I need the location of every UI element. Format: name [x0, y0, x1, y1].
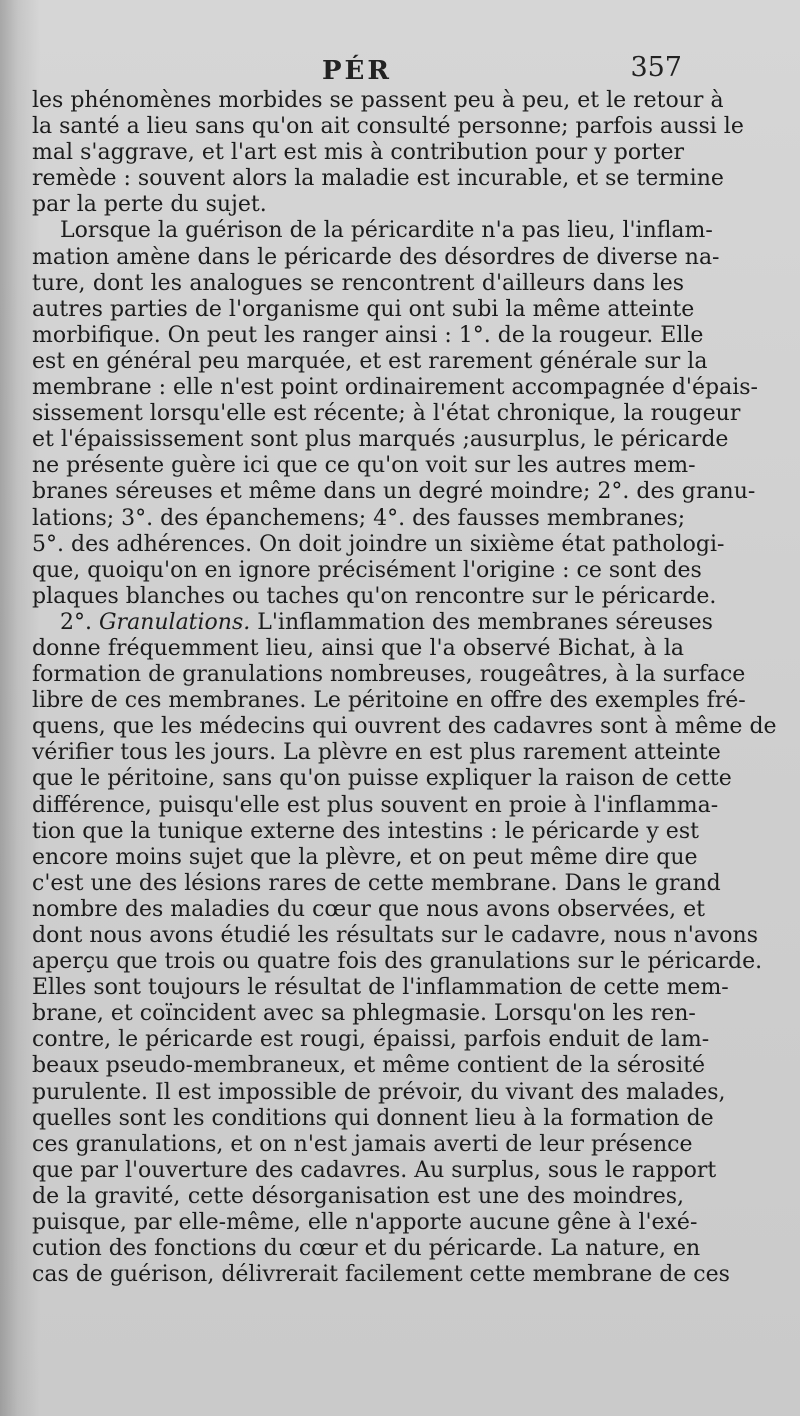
text-line: mal s'aggrave, et l'art est mis à contribution pour y porter	[32, 140, 684, 166]
text-line: donne fréquemment lieu, ainsi que l'a observé Bichat, à la	[32, 635, 684, 661]
paragraph	[32, 609, 777, 1288]
text-line: les phénomènes morbides se passent peu à peu, et le retour à	[32, 88, 724, 113]
text-line: et l'épaississement sont plus marqués ;ausurplus, le péricarde	[32, 427, 729, 453]
line-text: L'inflammation des membranes séreuses	[250, 609, 713, 635]
text-line: lations; 3°. des épanchemens; 4°. des fausses membranes;	[32, 505, 686, 531]
text-line: puisque, par elle-même, elle n'apporte aucune gêne à l'exé-	[32, 1210, 698, 1236]
text-line: contre, le péricarde est rougi, épaissi, parfois enduit de lam-	[32, 1027, 710, 1053]
text-line: libre de ces membranes. Le péritoine en offre des exemples fré-	[32, 688, 746, 714]
text-line: la santé a lieu sans qu'on ait consulté personne; parfois aussi le	[32, 114, 744, 140]
text-line: Lorsque la guérison de la péricardite n'a pas lieu, l'inflam-	[60, 218, 713, 244]
text-line: ne présente guère ici que ce qu'on voit sur les autres mem-	[32, 453, 696, 479]
text-line: que, quoiqu'on en ignore précisément l'origine : ce sont des	[32, 557, 702, 583]
text-line: membrane : elle n'est point ordinairement accompagnée d'épais-	[32, 375, 758, 401]
text-line: cas de guérison, délivrerait facilement cette membrane de ces	[32, 1262, 730, 1288]
text-line: sissement lorsqu'elle est récente; à l'état chronique, la rougeur	[32, 401, 741, 427]
text-line: c'est une des lésions rares de cette membrane. Dans le grand	[32, 870, 721, 896]
text-line: aperçu que trois ou quatre fois des granulations sur le péricarde.	[32, 949, 763, 975]
text-line: encore moins sujet que la plèvre, et on peut même dire que	[32, 844, 698, 870]
text-line: cution des fonctions du cœur et du péricarde. La nature, en	[32, 1236, 701, 1262]
text-line: par la perte du sujet.	[32, 192, 267, 218]
text-line: nombre des maladies du cœur que nous avons observées, et	[32, 896, 705, 922]
running-head: PÉR	[322, 56, 392, 86]
text-line: plaques blanches ou taches qu'on rencontre sur le péricarde.	[32, 583, 717, 609]
text-line: est en général peu marquée, et est rarement générale sur la	[32, 348, 708, 374]
text-line: vérifier tous les jours. La plèvre en est plus rarement atteinte	[32, 740, 721, 766]
section-number: 2°.	[60, 609, 99, 635]
text-line: beaux pseudo-membraneux, et même contient de la sérosité	[32, 1053, 706, 1079]
text-line: morbifique. On peut les ranger ainsi : 1°. de la rougeur. Elle	[32, 322, 704, 348]
section-heading: Granulations.	[98, 609, 251, 635]
text-line: 5°. des adhérences. On doit joindre un sixième état pathologi-	[32, 531, 725, 557]
paragraph	[32, 218, 758, 609]
text-line: ces granulations, et on n'est jamais averti de leur présence	[32, 1131, 693, 1157]
page-number: 357	[630, 52, 682, 83]
page-header	[0, 52, 800, 92]
text-line: brane, et coïncident avec sa phlegmasie. Lorsqu'on les ren-	[32, 1001, 696, 1027]
text-line: branes séreuses et même dans un degré moindre; 2°. des granu-	[32, 479, 756, 505]
text-line: Elles sont toujours le résultat de l'inflammation de cette mem-	[32, 975, 729, 1001]
text-line: que le péritoine, sans qu'on puisse expliquer la raison de cette	[32, 766, 732, 792]
text-line: purulente. Il est impossible de prévoir, du vivant des malades,	[32, 1079, 726, 1105]
text-line: tion que la tunique externe des intestins : le péricarde y est	[32, 818, 699, 844]
text-line: que par l'ouverture des cadavres. Au surplus, sous le rapport	[32, 1157, 717, 1183]
paragraph	[32, 88, 744, 218]
text-line	[32, 609, 713, 636]
body-text	[32, 88, 777, 1288]
text-line: remède : souvent alors la maladie est incurable, et se termine	[32, 166, 724, 192]
text-line: quens, que les médecins qui ouvrent des cadavres sont à même de	[32, 714, 777, 740]
text-line: autres parties de l'organisme qui ont subi la même atteinte	[32, 296, 695, 322]
text-line: dont nous avons étudié les résultats sur le cadavre, nous n'avons	[32, 923, 758, 948]
text-line: mation amène dans le péricarde des désordres de diverse na-	[32, 244, 720, 270]
text-line: de la gravité, cette désorganisation est une des moindres,	[32, 1183, 684, 1209]
text-line: ture, dont les analogues se rencontrent d'ailleurs dans les	[32, 270, 684, 296]
text-line: formation de granulations nombreuses, rougeâtres, à la surface	[32, 662, 746, 688]
text-line: quelles sont les conditions qui donnent lieu à la formation de	[32, 1105, 714, 1131]
text-line: différence, puisqu'elle est plus souvent en proie à l'inflamma-	[32, 792, 719, 818]
